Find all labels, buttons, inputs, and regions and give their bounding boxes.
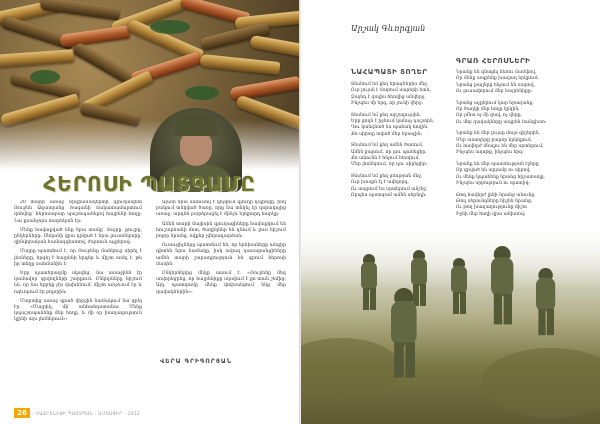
poet-name: Արշակ Գևորգյան: [351, 24, 426, 33]
poem-line: Թող հավերժ լինի նրանց անունը,: [456, 192, 536, 198]
stanza: [456, 162, 566, 188]
poem-line: Իջնի մեր հողի վրա անխռով։: [456, 211, 526, 217]
shell-casings-photo: [0, 0, 299, 170]
right-page: [301, 0, 600, 424]
poem-line: Ու ապրում ես սրտերում անշեջ,: [351, 186, 428, 192]
article-column-1: [14, 200, 142, 402]
stanza: [456, 193, 566, 219]
poem-line: Տեսնում եմ քեզ ամեն ծառում,: [351, 143, 424, 149]
poem-line: Ուր խոսքն էլ է ավելորդ,: [351, 180, 409, 186]
paragraph: Մարտից առաջ գրած վերջին նամակում նա գրել էր. «Մայրիկ, մի՛ անհանգստանա։ Մենք կպաշտպանենք մեր հողը, և մի օր խաղաղություն կլինի այս լեռներում»։: [14, 298, 142, 323]
magazine-name: ՀԱՅՐԵՆԻՔԻ ՊԱՇՏՊԱՆ · ԱՄՍԱԳԻՐ · 2012: [36, 410, 141, 416]
poem-line: Նրանք են գնացել հեռու ճամփով,: [456, 70, 537, 75]
paragraph: Մենք հավաքված ենք նրա տանը՝ մայրը, քույրը, ընկերները։ Սեղանի վրա դրված է նրա լուսանկարը՝ զինվորական համազգեստով, ժպտուն աչքերով։: [14, 227, 142, 246]
article-headline: ՀԵՐՈՍԻ ՊԱՏԳԱՄԸ: [43, 172, 256, 196]
poem-2: [456, 70, 566, 223]
poem-line: Տեսնում եմ քեզ լռության մեջ,: [351, 173, 423, 179]
poem-line: Մեր աստղերը բարձր երկնքում,: [456, 137, 533, 143]
poem-line: Ձայնդ է գալիս հեռվից անվերջ,: [351, 94, 426, 100]
poem-1: [351, 82, 447, 205]
poem-line: Ուր լույսն է մարում սարերի ետև,: [351, 88, 432, 94]
poem-line: Ինչպես աղոթք, ինչպես երգ։: [456, 150, 524, 156]
poem-line: Ինչպես սրբություն ու պատիվ։: [456, 181, 530, 187]
poem-line: Որ չմնա ոչ մի ցավ, ոչ վերք,: [456, 113, 522, 119]
poem-line: Քո անունն է հնչում հեռվում,: [351, 156, 420, 162]
poem-line: Որպես պատգամ ամեն սերնդի։: [351, 193, 427, 199]
soldiers-photo: [301, 228, 600, 424]
stanza: [456, 131, 566, 157]
poem-line: Ու լուսավորում մեր հայրենիքը։: [456, 89, 533, 95]
poem-title-1: ՆԱՀԱՊԱՏԻ ՏՈՂԵՐ: [351, 68, 428, 76]
stanza: [351, 82, 447, 108]
poem-line: Ու հավերժ մնալու են մեր սրտերում,: [456, 144, 544, 150]
paragraph: Երբ պատերազմը սկսվեց, նա առաջինն էր կամավոր գրվողների շարքում։ Ընկերները հիշում են, որ նա երբեք չէր վախենում, միշտ առջևում էր և ոգևորում էր բոլորին։: [14, 271, 142, 295]
stanza: [456, 101, 566, 127]
poem-line: Որ մենք ապրենք խաղաղ երկրում,: [456, 76, 540, 82]
poem-line: Նրանց աչքերում կար երազանք,: [456, 100, 534, 106]
paragraph: Մայրը պատմում է, որ Ռուբենը մանկուց սիրել է լեռները, երգել է հայրենի երգեր և միշտ ասել է, թե իր տեղը սահմանին է։: [14, 249, 142, 267]
poem-line: Նրանք են մեր լույսը մութ գիշերին,: [456, 131, 541, 137]
stanza: [351, 174, 447, 200]
poem-line: Որ գրված են արյամբ ու սիրով,: [456, 168, 531, 174]
poem-line: Դու կանգնած ես պահակ հողին,: [351, 125, 429, 131]
poem-line: Նրանք են մեր պատմության էջերը,: [456, 161, 541, 167]
poem-line: Տեսնում եմ քեզ արշալույսին,: [351, 112, 422, 118]
paragraph: Այսօր նրա անունով է կոչվում գյուղի դպրոցը, իսկ բակում տնկված ծառը, որը նա տնկել էր զորակոչից առաջ, արդեն բարձրացել է մինչև երկրորդ հարկը։: [156, 200, 286, 218]
paragraph: Ուսուցիչները պատմում են, որ երեխաները անգիր գիտեն նրա նամակը, իսկ ավագ դասարանցիները ամեն տարի շարադրություն են գրում հերոսի մասին։: [156, 243, 286, 267]
page-number: 26: [14, 408, 30, 418]
poem-line: Երբ ցողն է իջնում կանաչ դաշտին,: [351, 119, 435, 125]
poem-line: Նրանց քայլերը հնչում են սարով,: [456, 82, 535, 88]
poem-line: Թող սերունդները հիշեն նրանց,: [456, 198, 533, 204]
poem-line: Ու մենք կպահենք նրանց հիշատակը,: [456, 174, 546, 180]
paragraph: Ամեն տարի մայիսին գյուղացիները հավաքվում են հուշարձանի մոտ, ծաղիկներ են դնում և լուռ հիշում բոլոր նրանց, ովքեր չվերադարձան։: [156, 221, 286, 240]
poem-line: Տեսնում եմ քեզ երազներիս մեջ,: [351, 82, 429, 87]
article-column-2: [156, 200, 286, 360]
poem-line: Ինչպես մի երգ, որ չունի վերջ։: [351, 101, 424, 107]
poem-title-2: ԳՐԱՌ ՀԵՐՈՍՆԵՐԻ: [456, 57, 531, 65]
article-author: ՎԵՐԱ ԳՐԻԳՈՐՅԱՆ: [160, 358, 233, 365]
poem-line: Ու թող խաղաղությունը միշտ: [456, 205, 527, 211]
poem-line: Որ ծաղկի մեր հողը կրկին,: [456, 107, 520, 113]
stanza: [351, 143, 447, 169]
paragraph: 20 տարի առաջ Տիգրանակերտի գյուղապետ Ռուբեն Ազատյանը Տագանի ճակատամարտում զոհվեց՝ հերոսաբար պաշտպանելով հայրենի հողը։ Նա քսանչորս տարեկան էր։: [14, 200, 142, 224]
poem-line: Ու մեր զավակները ապրեն հանգիստ։: [456, 119, 547, 125]
stanza: [456, 70, 566, 96]
page-footer: [14, 408, 294, 418]
stanza: [351, 113, 447, 139]
left-page: [0, 0, 299, 424]
poem-line: Քո սիրտը տված մեր երազին։: [351, 131, 423, 137]
poem-line: Ամեն քարում, որ դու պահեցիր,: [351, 149, 427, 155]
poem-line: Մեր լեռներում, որ դու սիրեցիր։: [351, 162, 428, 168]
paragraph: Ընկերներից մեկը ասում է. «Ռուբենը մեզ սովորեցրեց, որ հայրենիքը սկսվում է քո տան շեմից։ Այդ պատգամը մենք փոխանցում ենք մեր զավակներին»։: [156, 271, 286, 295]
